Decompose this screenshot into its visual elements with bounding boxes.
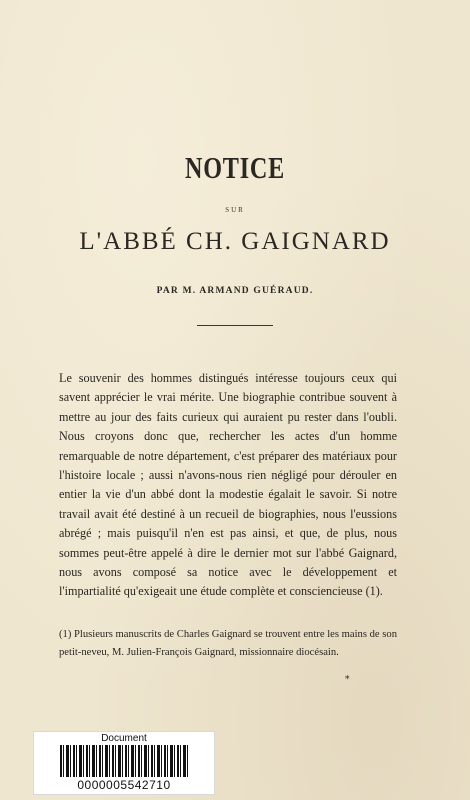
body-paragraph: Le souvenir des hommes distingués intéresse toujours ceux qui savent apprécier le vrai mérite. Une biographie contribue souvent à mettre au jour des faits curieux qui auraient pu rester dans l'oubli. Nous croyons donc que, rechercher les actes d'un homme remarquable de notre département, c'est préparer des matériaux pour l'histoire locale ; aussi n'avons-nous rien négligé pour dérouler en entier la vie d'un abbé dont la modestie égalait le savoir. Si notre travail avait été destiné à un recueil de biographies, nous l'eussions abrégé ; mais puisqu'il n'en est pas ainsi, et que, de plus, nous sommes peut-être appelé à dire le dernier mot sur l'abbé Gaignard, nous avons composé sa notice avec le développement et l'impartialité qu'exigeait une étude complète et consciencieuse (1).	[59, 371, 397, 599]
footnote-mark: *	[345, 675, 350, 685]
title-divider	[197, 325, 273, 326]
title-connector: SUR	[225, 206, 245, 214]
page-title: NOTICE	[184, 150, 286, 185]
page-subtitle: L'ABBÉ CH. GAIGNARD	[79, 228, 391, 255]
barcode-label	[33, 731, 215, 795]
barcode-bars	[60, 745, 188, 777]
author-line: PAR M. ARMAND GUÉRAUD.	[156, 286, 314, 296]
footnote: (1) Plusieurs manuscrits de Charles Gaignard se trouvent entre les mains de son petit-neveu, M. Julien-François Gaignard, missionnaire diocésain.	[59, 629, 397, 658]
barcode-number: 0000005542710	[77, 778, 171, 792]
barcode-title: Document	[101, 733, 147, 744]
